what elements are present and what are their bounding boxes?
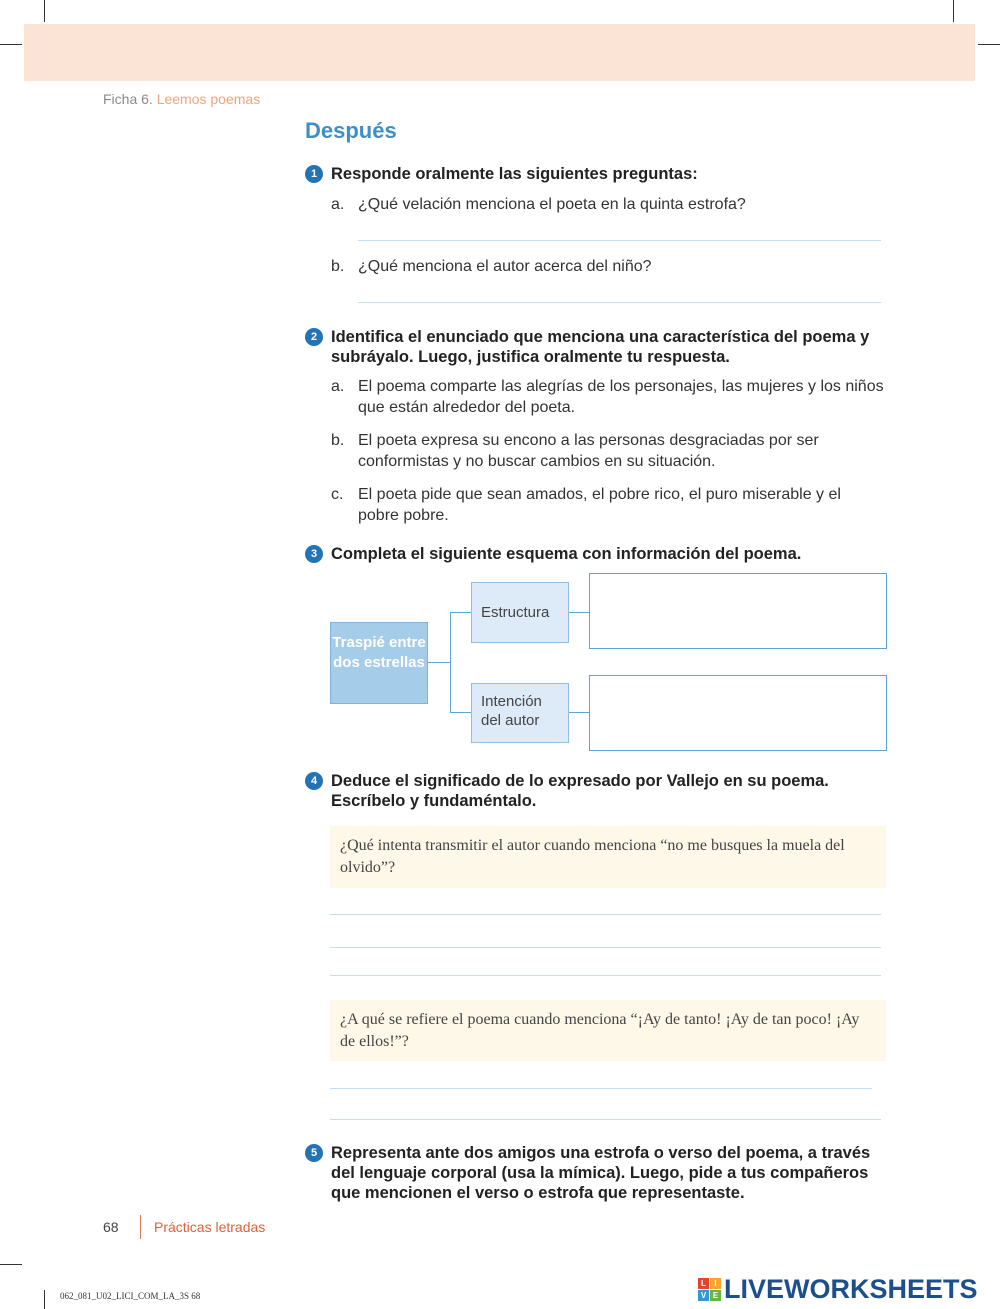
structure-answer-box[interactable] bbox=[589, 573, 887, 649]
logo-letter: V bbox=[698, 1290, 709, 1301]
logo-letter: I bbox=[710, 1278, 721, 1289]
number-badge: 4 bbox=[305, 772, 323, 790]
crop-mark bbox=[953, 0, 954, 22]
number-badge: 3 bbox=[305, 545, 323, 563]
number-badge: 2 bbox=[305, 328, 323, 346]
item-text: ¿Qué velación menciona el poeta en la quinta estrofa? bbox=[358, 196, 746, 213]
crop-mark bbox=[978, 44, 1000, 45]
answer-line[interactable] bbox=[330, 947, 881, 948]
answer-line[interactable] bbox=[330, 1119, 881, 1120]
section-title: Después bbox=[305, 118, 397, 143]
scheme-branch-structure: Estructura bbox=[471, 582, 569, 643]
question-1-text: Responde oralmente las siguientes preguntas: bbox=[331, 165, 698, 183]
scheme-connector bbox=[428, 662, 450, 663]
item-letter: c. bbox=[331, 486, 344, 503]
question-5-heading bbox=[305, 1143, 885, 1203]
list-item bbox=[305, 194, 885, 215]
question-1-item-a bbox=[305, 185, 885, 215]
question-5 bbox=[305, 1143, 885, 1203]
brand-name: LIVEWORKSHEETS bbox=[724, 1274, 978, 1304]
item-text: El poema comparte las alegrías de los personajes, las mujeres y los niños que están alrededor del poeta. bbox=[358, 378, 884, 416]
scheme-connector bbox=[450, 612, 451, 713]
question-2-heading bbox=[305, 327, 885, 367]
question-5-text: Representa ante dos amigos una estrofa o verso del poema, a través del lenguaje corporal (usa la mímica). Luego, pide a tus compañeros que mencionen el verso o estrofa que representaste. bbox=[331, 1144, 871, 1202]
number-badge: 1 bbox=[305, 165, 323, 183]
item-letter: b. bbox=[331, 432, 345, 449]
breadcrumb-prefix: Ficha 6. bbox=[103, 91, 153, 107]
list-item[interactable] bbox=[305, 376, 885, 418]
crop-mark bbox=[0, 1264, 22, 1265]
answer-line[interactable] bbox=[330, 914, 881, 915]
item-letter: a. bbox=[331, 196, 345, 213]
number-badge: 5 bbox=[305, 1144, 323, 1162]
scheme-branch-intent: Intención del autor bbox=[471, 683, 569, 743]
list-item[interactable] bbox=[305, 484, 885, 526]
scheme-main-box: Traspié entre dos estrellas bbox=[330, 622, 428, 704]
liveworksheets-logo[interactable] bbox=[698, 1274, 978, 1305]
question-4-heading bbox=[305, 771, 885, 811]
prompt-box-2: ¿A qué se refiere el poema cuando menciona “¡Ay de tanto! ¡Ay de tan poco! ¡Ay de ellos!”? bbox=[330, 1000, 886, 1061]
crop-mark bbox=[44, 0, 45, 22]
footer-divider bbox=[140, 1215, 141, 1239]
question-3-text: Completa el siguiente esquema con información del poema. bbox=[331, 545, 802, 563]
question-2 bbox=[305, 327, 885, 526]
item-text: El poeta pide que sean amados, el pobre rico, el puro miserable y el pobre pobre. bbox=[358, 486, 841, 524]
page-number: 68 bbox=[103, 1219, 119, 1235]
question-3 bbox=[305, 544, 885, 564]
list-item[interactable] bbox=[305, 430, 885, 472]
crop-mark bbox=[44, 1290, 45, 1309]
item-text: El poeta expresa su encono a las personas desgraciadas por ser conformistas y no buscar cambios en su situación. bbox=[358, 432, 819, 470]
question-4-text: Deduce el significado de lo expresado por Vallejo en su poema. Escríbelo y fundaméntalo. bbox=[331, 772, 829, 810]
question-1-item-b bbox=[305, 247, 885, 277]
answer-line[interactable] bbox=[330, 975, 881, 976]
item-text: ¿Qué menciona el autor acerca del niño? bbox=[358, 258, 652, 275]
prompt-box-1: ¿Qué intenta transmitir el autor cuando menciona “no me busques la muela del olvido”? bbox=[330, 826, 886, 888]
list-item bbox=[305, 256, 885, 277]
question-1 bbox=[305, 164, 885, 184]
question-2-text: Identifica el enunciado que menciona una característica del poema y subráyalo. Luego, justifica oralmente tu respuesta. bbox=[331, 328, 870, 366]
logo-letter: E bbox=[710, 1290, 721, 1301]
scheme-connector bbox=[569, 612, 589, 613]
intent-answer-box[interactable] bbox=[589, 675, 887, 751]
question-3-heading bbox=[305, 544, 885, 564]
breadcrumb-title: Leemos poemas bbox=[156, 91, 261, 107]
answer-line[interactable] bbox=[358, 240, 881, 241]
item-letter: b. bbox=[331, 258, 345, 275]
breadcrumb bbox=[103, 91, 260, 107]
scheme-connector bbox=[569, 712, 589, 713]
header-band bbox=[24, 24, 975, 81]
answer-line[interactable] bbox=[330, 1088, 872, 1089]
logo-letter: L bbox=[698, 1278, 709, 1289]
answer-line[interactable] bbox=[358, 302, 881, 303]
print-slug: 062_081_U02_LICI_COM_LA_3S 68 bbox=[60, 1291, 201, 1301]
question-1-heading bbox=[305, 164, 885, 184]
scheme-connector bbox=[450, 612, 471, 613]
question-4 bbox=[305, 771, 885, 811]
scheme-connector bbox=[450, 712, 471, 713]
book-title: Prácticas letradas bbox=[154, 1219, 266, 1235]
logo-icon bbox=[698, 1278, 721, 1301]
item-letter: a. bbox=[331, 378, 345, 395]
crop-mark bbox=[0, 44, 22, 45]
